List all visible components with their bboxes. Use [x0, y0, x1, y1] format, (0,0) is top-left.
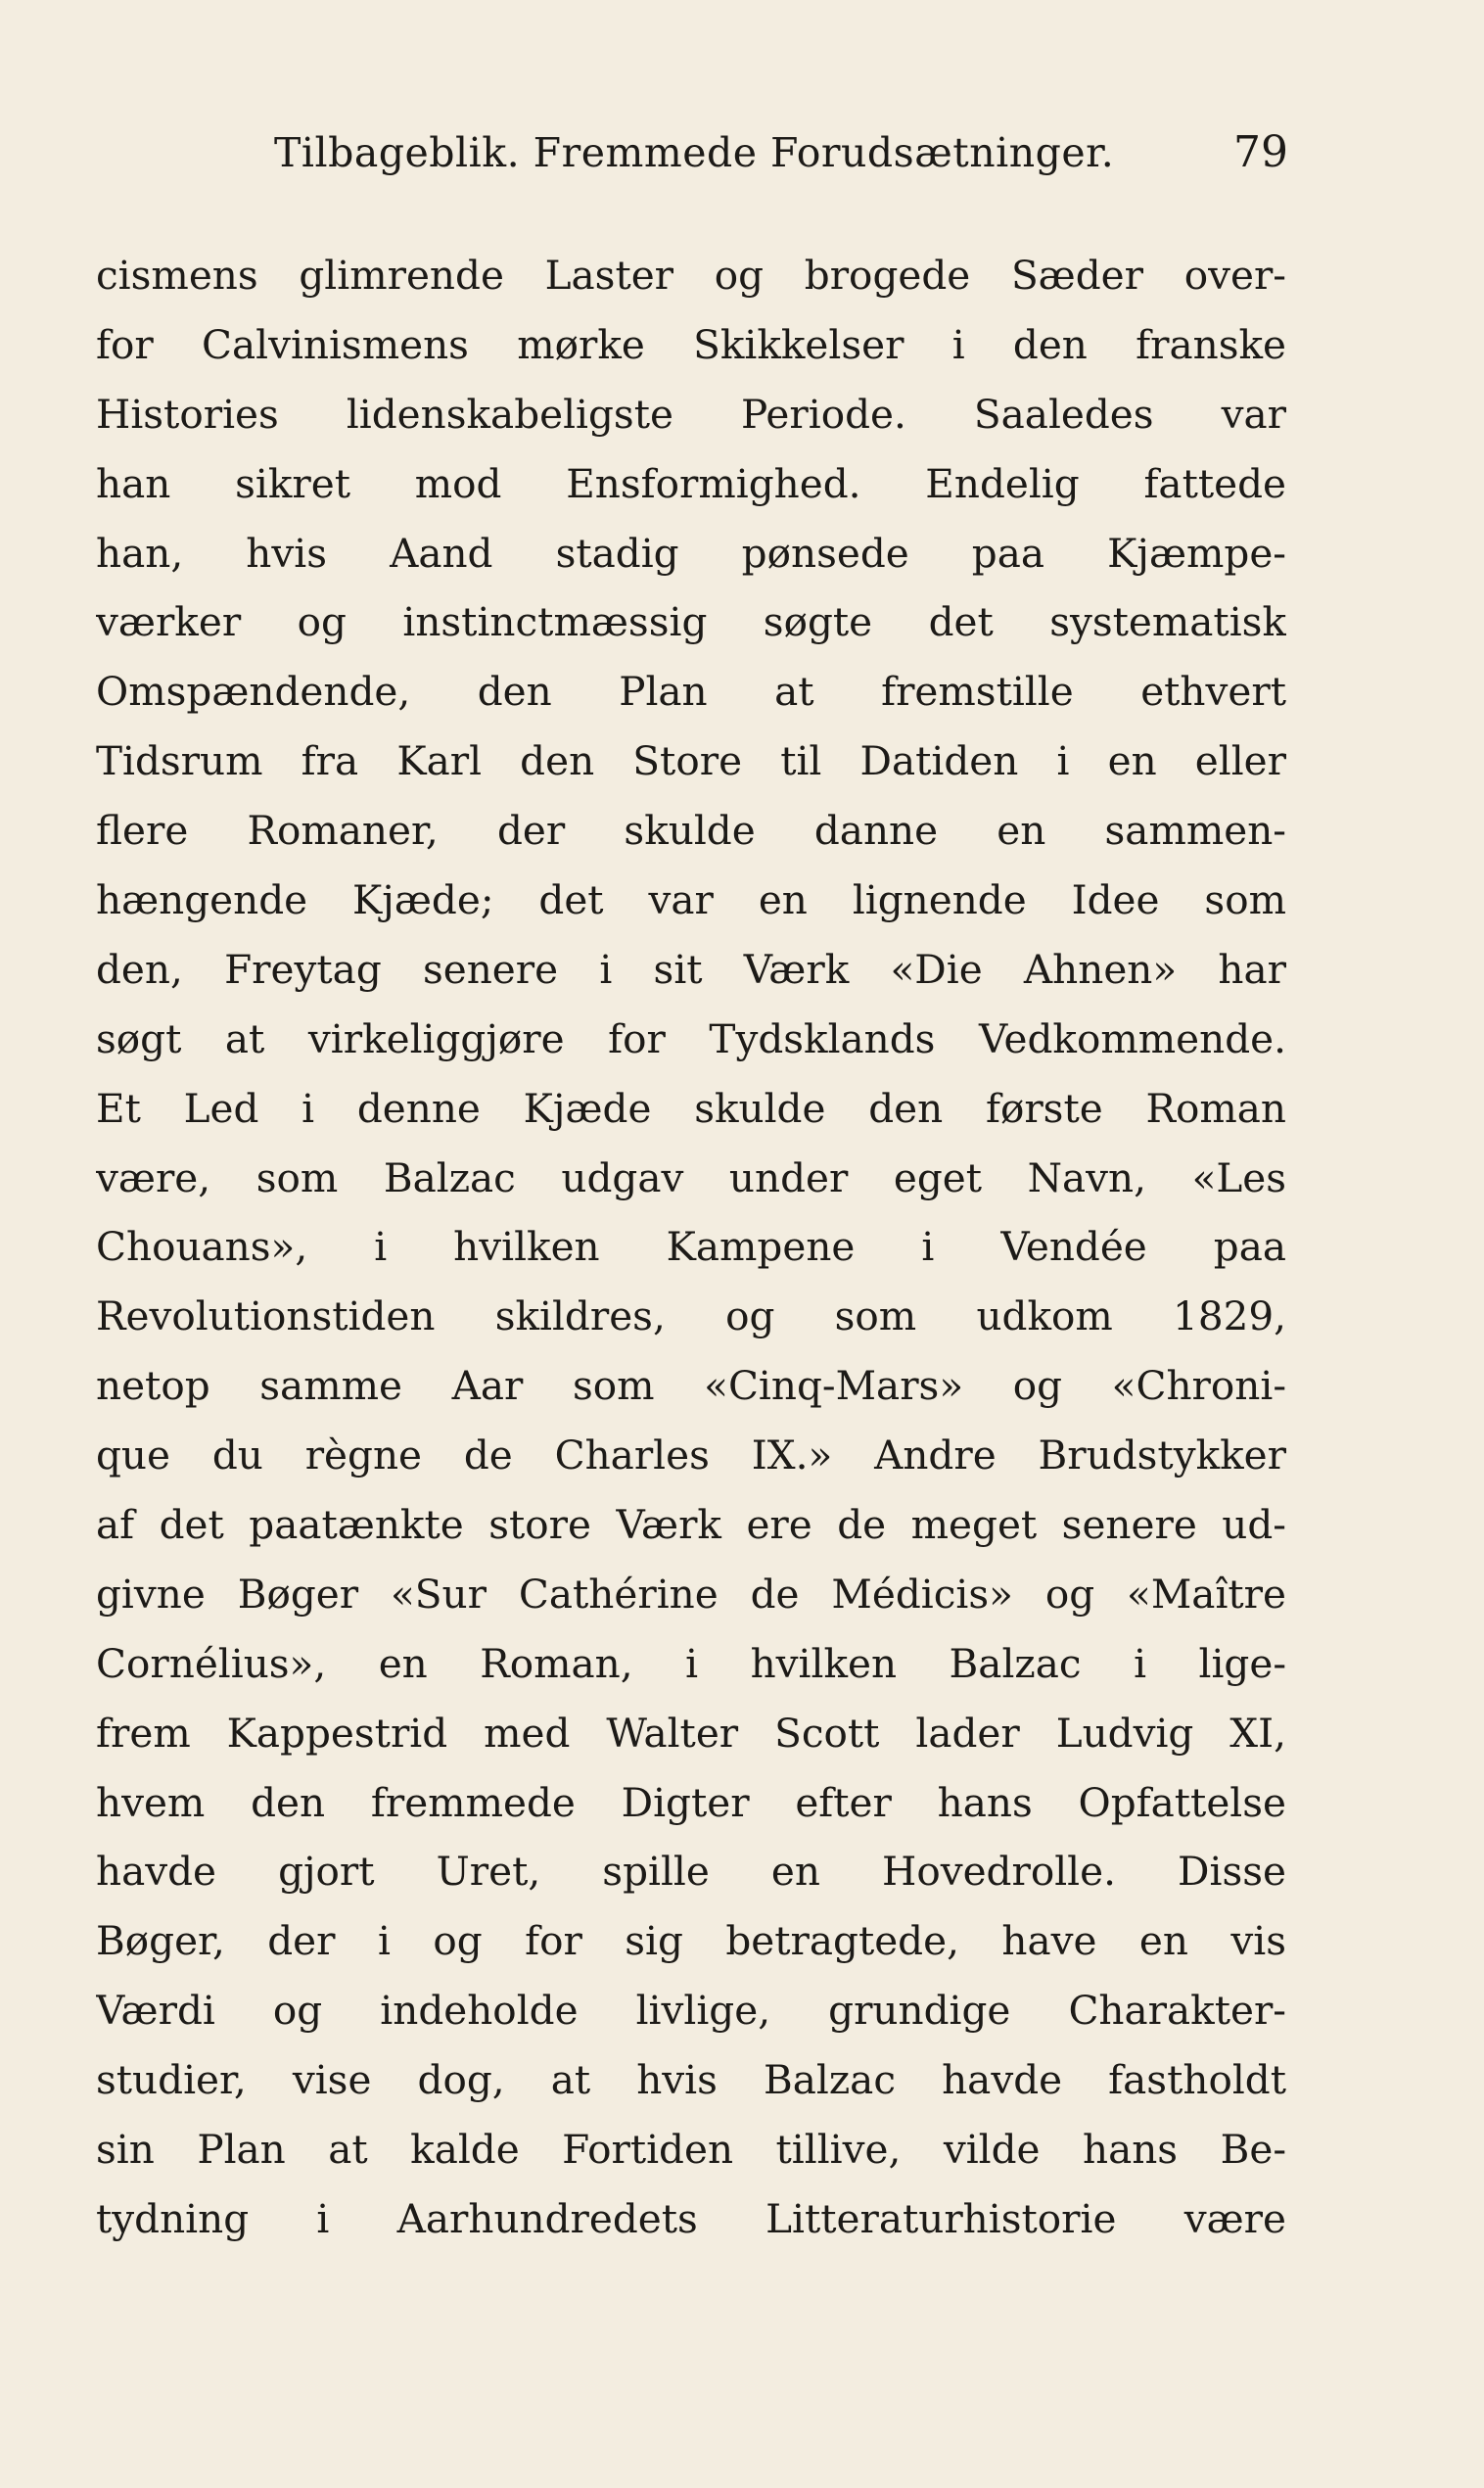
text-line: tydning i Aarhundredets Litteraturhistorie være — [96, 2194, 1286, 2242]
text-line: af det paatænkte store Værk ere de meget senere ud- — [96, 1501, 1286, 1549]
text-line: flere Romaner, der skulde danne en sammen- — [96, 807, 1286, 855]
text-line: netop samme Aar som «Cinq-Mars» og «Chroni- — [96, 1362, 1286, 1410]
text-line: værker og instinctmæssig søgte det systematisk — [96, 598, 1286, 646]
page-number: 79 — [1233, 127, 1288, 177]
text-line: Cornélius», en Roman, i hvilken Balzac i lige- — [96, 1639, 1286, 1687]
text-line: studier, vise dog, at hvis Balzac havde fastholdt — [96, 2056, 1286, 2104]
text-line: givne Bøger «Sur Cathérine de Médicis» og «Maître — [96, 1570, 1286, 1618]
running-title: Tilbageblik. Fremmede Forudsætninger. — [274, 129, 1115, 176]
text-line: sin Plan at kalde Fortiden tillive, vilde hans Be- — [96, 2126, 1286, 2174]
text-line: que du règne de Charles IX.» Andre Brudstykker — [96, 1432, 1286, 1479]
text-line: hvem den fremmede Digter efter hans Opfattelse — [96, 1778, 1286, 1826]
text-line: være, som Balzac udgav under eget Navn, «Les — [96, 1153, 1286, 1201]
text-line: Bøger, der i og for sig betragtede, have en vis — [96, 1917, 1286, 1965]
text-line: Et Led i denne Kjæde skulde den første Roman — [96, 1084, 1286, 1132]
text-line: hængende Kjæde; det var en lignende Idee som — [96, 876, 1286, 924]
text-line: frem Kappestrid med Walter Scott lader Ludvig XI, — [96, 1709, 1286, 1757]
text-line: han, hvis Aand stadig pønsede paa Kjæmpe- — [96, 529, 1286, 577]
text-line: Revolutionstiden skildres, og som udkom 1829, — [96, 1292, 1286, 1340]
text-line: Tidsrum fra Karl den Store til Datiden i en eller — [96, 737, 1286, 785]
text-line: havde gjort Uret, spille en Hovedrolle. Disse — [96, 1848, 1286, 1896]
text-line: cismens glimrende Laster og brogede Sæder over- — [96, 252, 1286, 299]
text-line: Histories lidenskabeligste Periode. Saaledes var — [96, 390, 1286, 438]
text-line: Værdi og indeholde livlige, grundige Charakter- — [96, 1987, 1286, 2035]
text-line: han sikret mod Ensformighed. Endelig fattede — [96, 459, 1286, 507]
text-line: for Calvinismens mørke Skikkelser i den franske — [96, 320, 1286, 368]
text-line: den, Freytag senere i sit Værk «Die Ahnen» har — [96, 945, 1286, 993]
text-line: søgt at virkeliggjøre for Tydsklands Vedkommende. — [96, 1014, 1286, 1062]
text-line: Omspændende, den Plan at fremstille ethvert — [96, 668, 1286, 716]
running-head — [274, 123, 1288, 182]
text-line: Chouans», i hvilken Kampene i Vendée paa — [96, 1223, 1286, 1271]
body-text — [96, 241, 1286, 2254]
